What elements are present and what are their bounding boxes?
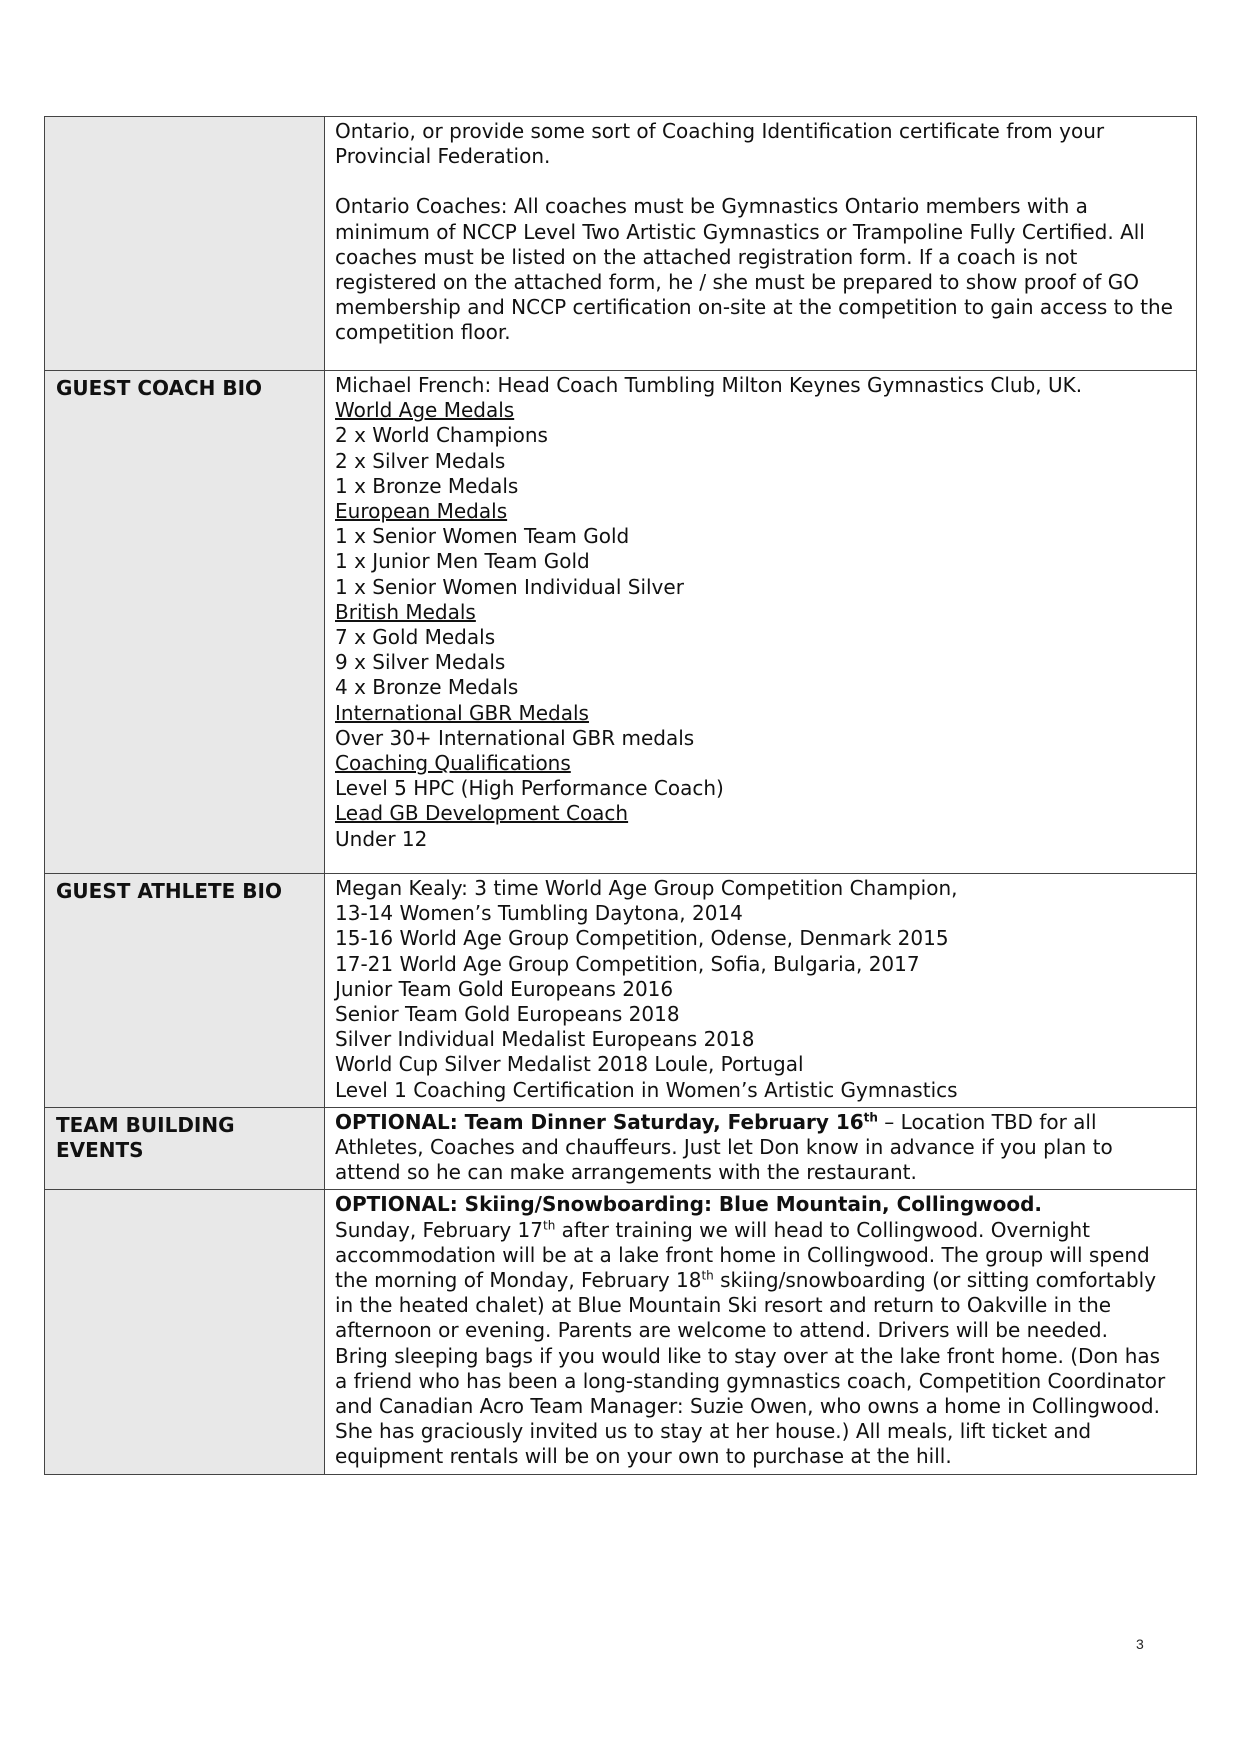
team-dinner-content (325, 1107, 1197, 1190)
list-item: 2 x World Champions (335, 423, 548, 448)
list-item: 1 x Senior Women Team Gold (335, 524, 630, 549)
text-fragment: skiing/snowboarding (or sitting comfortably (713, 1268, 1157, 1293)
list-item: 1 x Senior Women Individual Silver (335, 574, 684, 599)
text-line: Megan Kealy: 3 time World Age Group Competition Champion, (335, 876, 958, 900)
row-label-guest-athlete-bio (45, 874, 325, 1108)
list-item: Level 5 HPC (High Performance Coach) (335, 776, 724, 801)
text-line: Athletes, Coaches and chauffeurs. Just let Don know in advance if you plan to (335, 1135, 1113, 1160)
coaches-requirements-text (325, 117, 1197, 371)
label-text: GUEST ATHLETE BIO (56, 879, 282, 903)
text-line: 15-16 World Age Group Competition, Odense, Denmark 2015 (335, 926, 949, 951)
row-label-guest-coach-bio (45, 371, 325, 874)
text-line: competition floor. (335, 320, 511, 345)
list-item: Over 30+ International GBR medals (335, 725, 695, 750)
label-text: EVENTS (56, 1137, 144, 1162)
text-line: Level 1 Coaching Certification in Women’s Artistic Gymnastics (335, 1077, 958, 1102)
section-heading: British Medals (335, 599, 476, 624)
skiing-heading: OPTIONAL: Skiing/Snowboarding: Blue Mountain, Collingwood. (335, 1192, 1043, 1217)
label-text: TEAM BUILDING (56, 1112, 235, 1137)
team-dinner-heading-line (335, 1110, 1186, 1135)
section-heading: Coaching Qualifications (335, 751, 571, 776)
list-item: 2 x Silver Medals (335, 448, 506, 473)
guest-coach-bio-content (325, 371, 1197, 874)
text-line: membership and NCCP certification on-site at the competition to gain access to the (335, 295, 1173, 320)
section-heading: International GBR Medals (335, 700, 589, 725)
text-line: She has graciously invited us to stay at her house.) All meals, lift ticket and (335, 1419, 1092, 1444)
text-line: in the heated chalet) at Blue Mountain Ski resort and return to Oakville in the (335, 1293, 1112, 1318)
text-line: Junior Team Gold Europeans 2016 (335, 976, 674, 1001)
superscript: th (863, 1110, 878, 1125)
table-row-guest-athlete-bio (45, 874, 1197, 1108)
text-line (335, 1218, 1186, 1243)
text-fragment: Sunday, February 17 (335, 1217, 543, 1242)
text-line: accommodation will be at a lake front home in Collingwood. The group will spend (335, 1242, 1150, 1267)
list-item: 1 x Junior Men Team Gold (335, 549, 590, 574)
list-item: 7 x Gold Medals (335, 625, 496, 650)
list-item: 9 x Silver Medals (335, 650, 506, 675)
text-line: attend so he can make arrangements with the restaurant. (335, 1160, 917, 1185)
section-heading: Lead GB Development Coach (335, 801, 629, 826)
text-fragment: after training we will head to Collingwood. Overnight (555, 1217, 1090, 1242)
table-row-coaches-continued (45, 117, 1197, 371)
text-line: Provincial Federation. (335, 144, 551, 169)
label-text: GUEST COACH BIO (56, 376, 263, 400)
text-line (335, 1268, 1186, 1293)
text-line: coaches must be listed on the attached registration form. If a coach is not (335, 244, 1078, 269)
list-item: 1 x Bronze Medals (335, 473, 519, 498)
text-line: afternoon or evening. Parents are welcome to attend. Drivers will be needed. (335, 1318, 1108, 1343)
text-line: 13-14 Women’s Tumbling Daytona, 2014 (335, 901, 743, 926)
coach-intro: Michael French: Head Coach Tumbling Milton Keynes Gymnastics Club, UK. (335, 373, 1083, 397)
text-line: 17-21 World Age Group Competition, Sofia, Bulgaria, 2017 (335, 951, 920, 976)
text-line: and Canadian Acro Team Manager: Suzie Owen, who owns a home in Collingwood. (335, 1394, 1160, 1419)
list-item: Under 12 (335, 826, 428, 851)
list-item: 4 x Bronze Medals (335, 675, 519, 700)
text-line: equipment rentals will be on your own to purchase at the hill. (335, 1444, 952, 1469)
table-row-guest-coach-bio (45, 371, 1197, 874)
text-line: Bring sleeping bags if you would like to stay over at the lake front home. (Don has (335, 1343, 1161, 1368)
table-row-team-building (45, 1107, 1197, 1190)
guest-athlete-bio-content (325, 874, 1197, 1108)
skiing-content (325, 1190, 1197, 1474)
text-line: minimum of NCCP Level Two Artistic Gymnastics or Trampoline Fully Certified. All (335, 219, 1145, 244)
row-label-team-building-events (45, 1107, 325, 1190)
superscript: th (701, 1268, 714, 1283)
page-number: 3 (1136, 1636, 1144, 1652)
row-label-empty (45, 1190, 325, 1474)
text-line: registered on the attached form, he / she must be prepared to show proof of GO (335, 270, 1139, 295)
row-label-empty (45, 117, 325, 371)
text-fragment: the morning of Monday, February 18 (335, 1268, 702, 1293)
event-info-table (44, 116, 1197, 1475)
text-line: a friend who has been a long-standing gymnastics coach, Competition Coordinator (335, 1368, 1166, 1393)
section-heading: World Age Medals (335, 398, 515, 423)
text-line: Silver Individual Medalist Europeans 2018 (335, 1027, 755, 1052)
table-row-skiing (45, 1190, 1197, 1474)
text-line: World Cup Silver Medalist 2018 Loule, Portugal (335, 1052, 804, 1077)
section-heading: European Medals (335, 499, 508, 524)
text-line: Senior Team Gold Europeans 2018 (335, 1002, 680, 1027)
text-line: Ontario Coaches: All coaches must be Gymnastics Ontario members with a (335, 194, 1088, 219)
text-fragment: – Location TBD for all (877, 1109, 1097, 1134)
text-line: Ontario, or provide some sort of Coaching Identification certificate from your (335, 119, 1105, 143)
team-dinner-heading: OPTIONAL: Team Dinner Saturday, February 16 (335, 1109, 864, 1134)
superscript: th (542, 1217, 556, 1232)
